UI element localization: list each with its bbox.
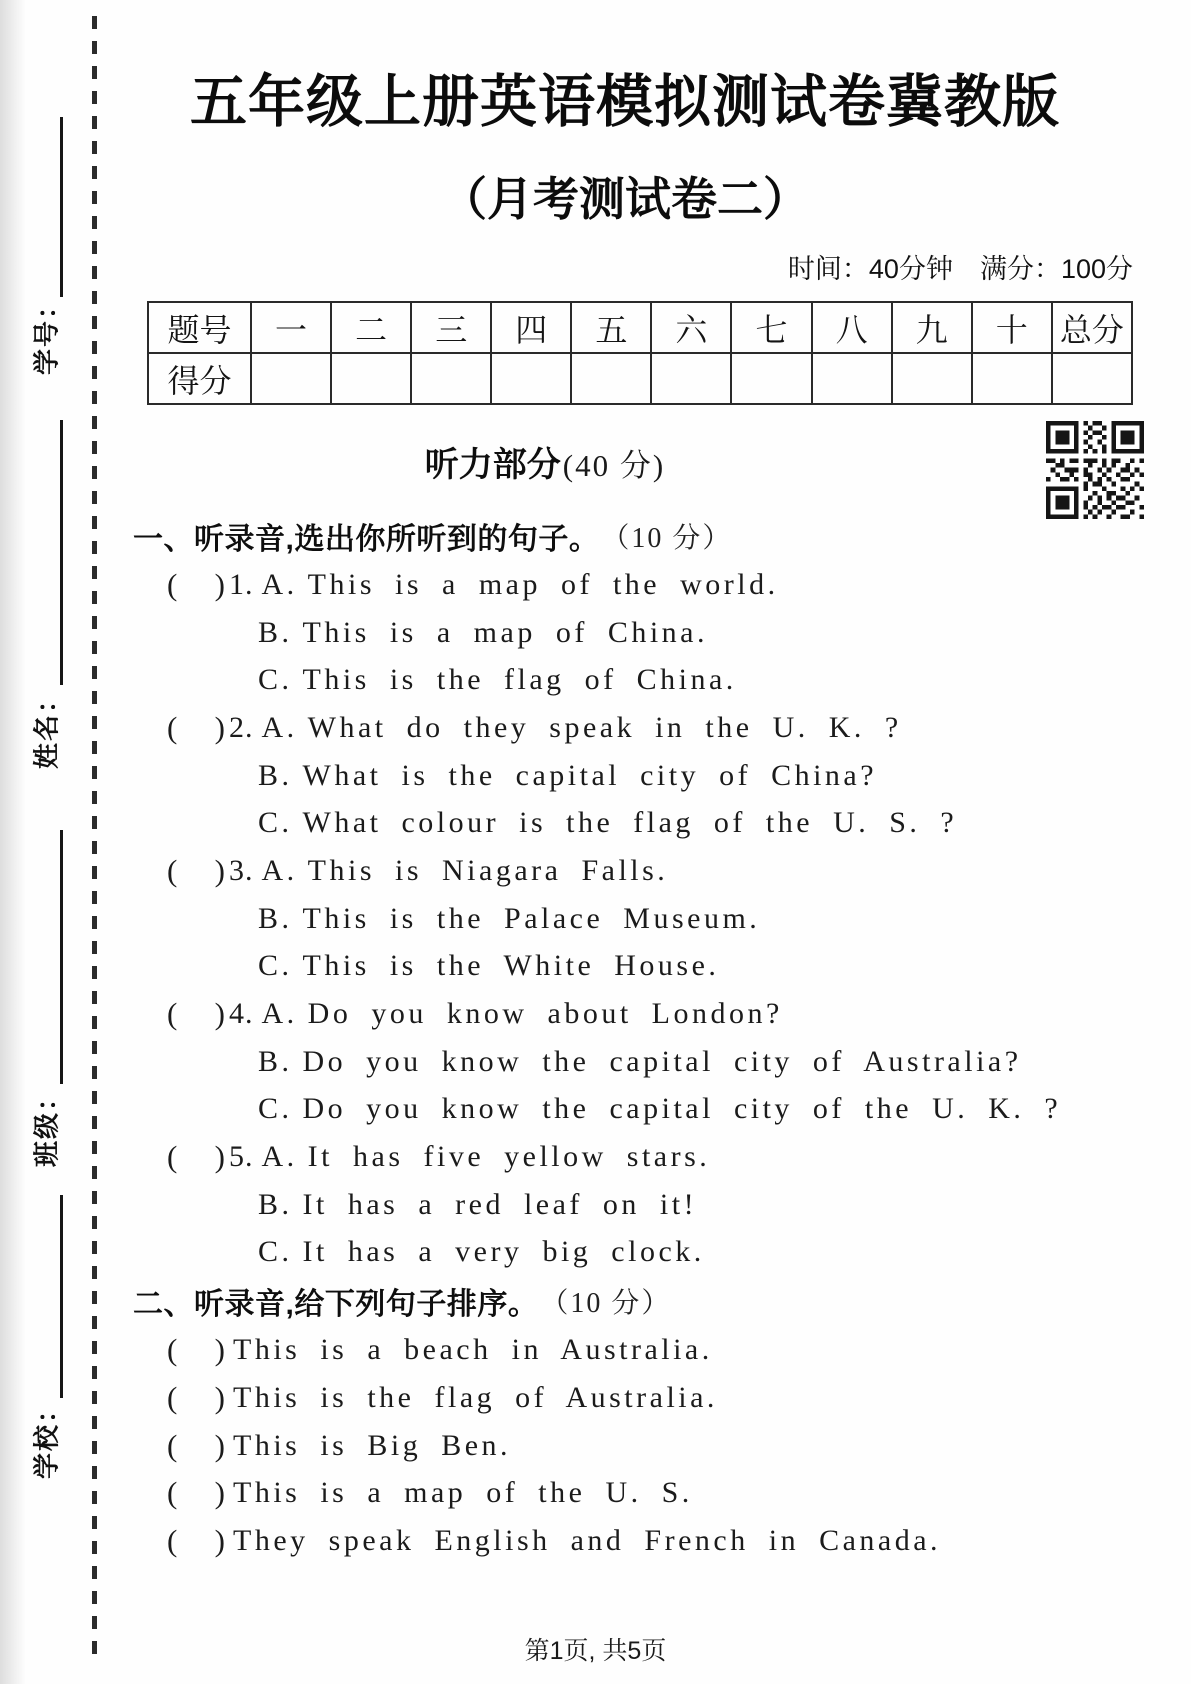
exam-title: 五年级上册英语模拟测试卷冀教版 bbox=[190, 70, 1060, 134]
question-5-row bbox=[133, 1133, 1163, 1181]
question-number: 2. bbox=[229, 710, 254, 744]
bracket-close: ) bbox=[214, 1379, 225, 1415]
side-label-name: 姓名： bbox=[31, 684, 62, 770]
bracket-close: ) bbox=[214, 852, 225, 888]
ordering-item-row bbox=[133, 1517, 1163, 1565]
option-text: This is Niagara Falls. bbox=[307, 853, 669, 887]
answer-bracket bbox=[167, 1332, 225, 1368]
bracket-open: ( bbox=[167, 996, 178, 1032]
question-3-row bbox=[133, 847, 1163, 895]
option-row bbox=[133, 656, 1163, 704]
option-text: Do you know the capital city of the U. K. ? bbox=[302, 1092, 1062, 1126]
score-table-header-row bbox=[148, 302, 1132, 353]
ordering-item-row bbox=[133, 1374, 1163, 1422]
binding-dashed-line bbox=[92, 16, 97, 1662]
page-number: 第1页, 共5页 bbox=[524, 1637, 667, 1665]
ordering-item-text: They speak English and French in Canada. bbox=[233, 1523, 942, 1557]
option-row bbox=[133, 609, 1163, 657]
class-blank-line bbox=[60, 830, 63, 1084]
option-text: This is a map of the world. bbox=[307, 567, 779, 601]
qr-code-icon bbox=[1046, 421, 1144, 519]
bracket-close: ) bbox=[214, 1139, 225, 1175]
answer-bracket bbox=[167, 710, 225, 746]
question-number: 5. bbox=[229, 1140, 254, 1174]
option-label: C. bbox=[258, 663, 293, 697]
score-cell bbox=[892, 353, 972, 404]
bracket-close: ) bbox=[214, 1332, 225, 1368]
bracket-close: ) bbox=[214, 996, 225, 1032]
listening-part-heading bbox=[95, 437, 995, 486]
score-cell bbox=[251, 353, 331, 404]
ordering-item-text: This is Big Ben. bbox=[233, 1428, 512, 1462]
question-4-row bbox=[133, 990, 1163, 1038]
score-table-header-cell: 二 bbox=[331, 302, 411, 353]
score-row-label: 得分 bbox=[148, 353, 251, 404]
listening-part-title: 听力部分 bbox=[424, 446, 561, 484]
bracket-open: ( bbox=[167, 1332, 178, 1368]
score-table-header-cell: 四 bbox=[491, 302, 571, 353]
answer-bracket bbox=[167, 1523, 225, 1559]
exam-time-score-meta: 时间：40分钟 满分：100分 bbox=[787, 254, 1133, 284]
question-number: 4. bbox=[229, 997, 254, 1031]
option-label: B. bbox=[258, 901, 293, 935]
option-text: It has a red leaf on it! bbox=[302, 1187, 698, 1221]
section-2-heading bbox=[133, 1276, 1163, 1326]
option-text: What is the capital city of China? bbox=[302, 758, 878, 792]
option-text: This is the Palace Museum. bbox=[302, 901, 761, 935]
score-table-header-cell: 三 bbox=[411, 302, 491, 353]
score-table-header-cell: 六 bbox=[651, 302, 731, 353]
option-text: This is the White House. bbox=[302, 949, 720, 983]
option-row bbox=[133, 752, 1163, 800]
answer-bracket bbox=[167, 853, 225, 889]
option-text: It has a very big clock. bbox=[302, 1235, 705, 1269]
option-text: Do you know the capital city of Australia? bbox=[302, 1044, 1022, 1078]
option-label: B. bbox=[258, 758, 293, 792]
side-label-class: 班级： bbox=[31, 1082, 62, 1168]
section-1-heading bbox=[133, 511, 1163, 561]
option-row bbox=[133, 1038, 1163, 1086]
listening-part-score: (40 分) bbox=[562, 448, 666, 483]
option-label: B. bbox=[258, 1044, 293, 1078]
side-label-school: 学校： bbox=[31, 1394, 62, 1480]
option-text: It has five yellow stars. bbox=[307, 1140, 711, 1174]
student-id-blank-line bbox=[60, 117, 63, 297]
option-label: A. bbox=[261, 567, 298, 601]
option-label: A. bbox=[261, 710, 298, 744]
score-cell bbox=[972, 353, 1052, 404]
question-2-row bbox=[133, 704, 1163, 752]
score-cell bbox=[651, 353, 731, 404]
school-blank-line bbox=[60, 1195, 63, 1398]
ordering-item-row bbox=[133, 1326, 1163, 1374]
option-label: C. bbox=[258, 1092, 293, 1126]
bracket-close: ) bbox=[214, 709, 225, 745]
score-cell bbox=[812, 353, 892, 404]
score-table-header-cell: 七 bbox=[731, 302, 811, 353]
bracket-open: ( bbox=[167, 1475, 178, 1511]
option-text: What colour is the flag of the U. S. ? bbox=[302, 806, 958, 840]
question-1-row bbox=[133, 561, 1163, 609]
score-table-header-cell: 五 bbox=[571, 302, 651, 353]
option-text: What do they speak in the U. K. ? bbox=[307, 710, 902, 744]
score-table-header-cell: 总分 bbox=[1052, 302, 1132, 353]
answer-bracket bbox=[167, 1475, 225, 1511]
answer-bracket bbox=[167, 996, 225, 1032]
option-label: A. bbox=[261, 1140, 298, 1174]
bracket-open: ( bbox=[167, 566, 178, 602]
score-table-header-cell: 八 bbox=[812, 302, 892, 353]
bracket-open: ( bbox=[167, 1379, 178, 1415]
question-number: 1. bbox=[229, 567, 254, 601]
section-2-score: （10 分） bbox=[540, 1288, 672, 1320]
bracket-open: ( bbox=[167, 1427, 178, 1463]
score-cell bbox=[571, 353, 651, 404]
option-label: A. bbox=[261, 997, 298, 1031]
score-table-header-cell: 九 bbox=[892, 302, 972, 353]
option-label: A. bbox=[261, 853, 298, 887]
option-text: This is the flag of China. bbox=[302, 663, 737, 697]
score-table-header-cell: 题号 bbox=[148, 302, 251, 353]
bracket-close: ) bbox=[214, 1475, 225, 1511]
bracket-open: ( bbox=[167, 1522, 178, 1558]
score-table-score-row bbox=[148, 353, 1132, 404]
score-table-header-cell: 十 bbox=[972, 302, 1052, 353]
option-row bbox=[133, 1229, 1163, 1277]
score-cell bbox=[731, 353, 811, 404]
bracket-open: ( bbox=[167, 852, 178, 888]
bracket-open: ( bbox=[167, 709, 178, 745]
answer-bracket bbox=[167, 1380, 225, 1416]
bracket-close: ) bbox=[214, 1427, 225, 1463]
ordering-item-row bbox=[133, 1422, 1163, 1470]
side-label-student-id: 学号： bbox=[31, 290, 62, 376]
option-row bbox=[133, 799, 1163, 847]
ordering-item-text: This is a map of the U. S. bbox=[233, 1476, 693, 1510]
option-label: C. bbox=[258, 949, 293, 983]
bracket-close: ) bbox=[214, 1522, 225, 1558]
score-cell bbox=[331, 353, 411, 404]
name-blank-line bbox=[60, 420, 63, 685]
answer-bracket bbox=[167, 1428, 225, 1464]
bracket-close: ) bbox=[214, 566, 225, 602]
score-cell bbox=[411, 353, 491, 404]
option-text: This is a map of China. bbox=[302, 615, 708, 649]
score-table bbox=[147, 301, 1133, 405]
score-cell bbox=[1052, 353, 1132, 404]
option-row bbox=[133, 1181, 1163, 1229]
option-row bbox=[133, 943, 1163, 991]
listening-body bbox=[133, 511, 1163, 1565]
score-cell bbox=[491, 353, 571, 404]
section-1-title: 一、听录音,选出你所听到的句子。 bbox=[133, 523, 600, 556]
section-1-score: （10 分） bbox=[601, 523, 733, 554]
question-number: 3. bbox=[229, 853, 254, 887]
answer-bracket bbox=[167, 1139, 225, 1175]
ordering-item-text: This is the flag of Australia. bbox=[233, 1380, 718, 1414]
option-label: B. bbox=[258, 615, 293, 649]
option-row bbox=[133, 1086, 1163, 1134]
ordering-item-text: This is a beach in Australia. bbox=[233, 1333, 713, 1367]
option-label: C. bbox=[258, 806, 293, 840]
option-label: C. bbox=[258, 1235, 293, 1269]
exam-subtitle: （月考测试卷二） bbox=[441, 173, 809, 225]
bracket-open: ( bbox=[167, 1139, 178, 1175]
score-table-header-cell: 一 bbox=[251, 302, 331, 353]
answer-bracket bbox=[167, 567, 225, 603]
option-label: B. bbox=[258, 1187, 293, 1221]
option-row bbox=[133, 895, 1163, 943]
option-text: Do you know about London? bbox=[307, 997, 783, 1031]
scan-edge-shadow bbox=[0, 0, 26, 1684]
ordering-item-row bbox=[133, 1469, 1163, 1517]
section-2-title: 二、听录音,给下列句子排序。 bbox=[133, 1288, 539, 1322]
